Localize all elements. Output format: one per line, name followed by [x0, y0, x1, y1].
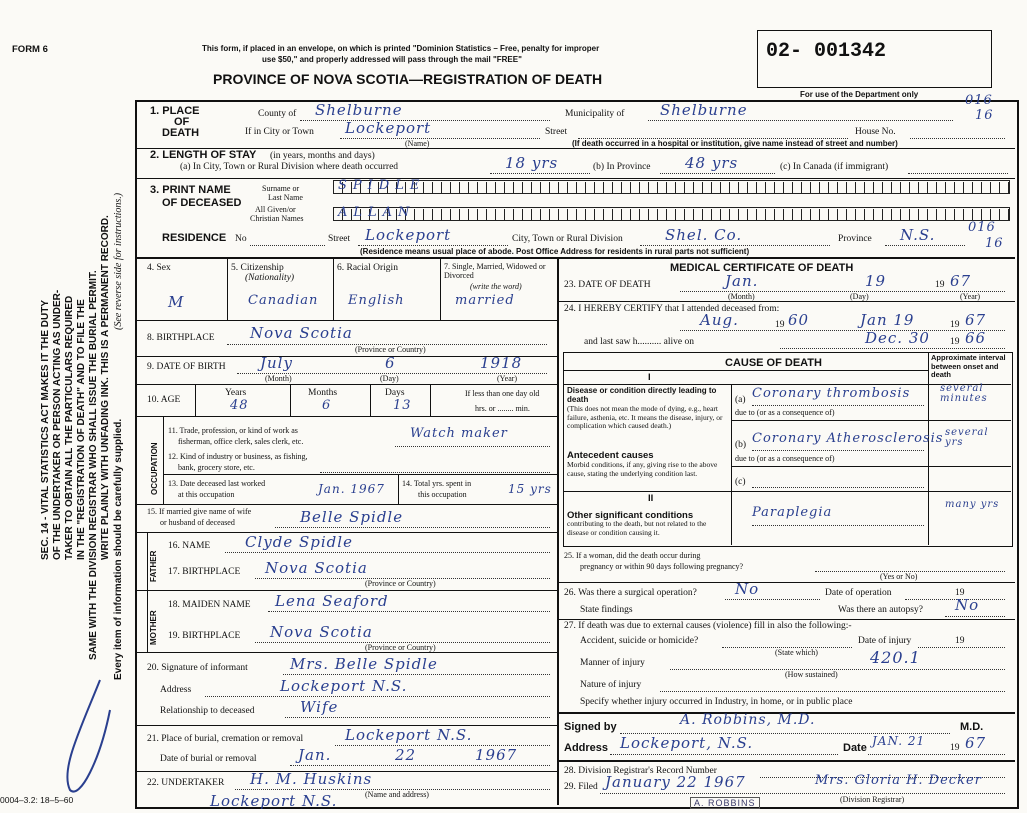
age-label: 10. AGE — [147, 395, 181, 405]
place-of-death-label-2: OF — [174, 116, 190, 128]
informant-address-value: Lockeport N.S. — [280, 677, 408, 695]
death-month-hint: (Month) — [728, 292, 755, 301]
cause-c-letter: (c) — [735, 477, 746, 487]
residence-label: RESIDENCE — [162, 232, 227, 244]
cause-a-letter: (a) — [735, 395, 746, 405]
citizenship-hint: (Nationality) — [245, 273, 295, 283]
footer-code: 0004–3.2: 18–5–60 — [0, 795, 74, 805]
death-day-value: 19 — [865, 272, 887, 290]
cause-b-value: Coronary Atherosclerosis — [752, 431, 944, 446]
res-street-label: Street — [328, 234, 351, 244]
municipality-code: 16 — [975, 108, 994, 123]
dob-day-value: 6 — [385, 354, 396, 372]
autopsy-value: No — [955, 596, 980, 614]
burial-place-value: Lockeport N.S. — [345, 726, 473, 744]
age-months-label: Months — [308, 388, 338, 398]
res-city-value: Shel. Co. — [665, 226, 743, 244]
surgical-label: 26. Was there a surgical operation? — [564, 588, 697, 598]
death-day-hint: (Day) — [850, 292, 869, 301]
medical-certificate-title: MEDICAL CERTIFICATE OF DEATH — [670, 262, 854, 274]
state-findings-label: State findings — [580, 605, 633, 615]
interval-a-value: several minutes — [940, 383, 988, 404]
death-year-prefix: 19 — [935, 280, 945, 290]
house-no-label: House No. — [855, 127, 896, 137]
last-worked-label-2: at this occupation — [178, 490, 235, 499]
other-conditions-note: contributing to the death, but not related to the disease or condition causing it. — [567, 519, 707, 537]
side-instruction-2: OF THE UNDERTAKER OR PERSON ACTING AS UNDER- — [52, 289, 63, 560]
md-label: M.D. — [960, 721, 984, 733]
spouse-value: Belle Spidle — [300, 508, 404, 526]
rubber-stamp: A. ROBBINS — [690, 797, 760, 809]
date-injury-label: Date of injury — [858, 636, 912, 646]
total-yrs-label: 14. Total yrs. spent in — [402, 479, 472, 488]
signer-address-label: Address — [564, 742, 609, 754]
surname-cells — [333, 180, 1010, 194]
last-seen-value: Dec. 30 — [865, 329, 930, 347]
stay-city-value: 18 yrs — [505, 154, 559, 172]
hospital-note: (If death occurred in a hospital or institution, give name instead of street and number) — [572, 139, 898, 148]
dob-month-value: July — [260, 354, 293, 372]
date-operation-label: Date of operation — [825, 588, 892, 598]
marital-value: married — [455, 293, 515, 308]
last-seen-label: and last saw h.......... alive on — [584, 337, 695, 347]
marital-hint: (write the word) — [470, 282, 522, 291]
side-instruction-1: SEC. 14 - VITAL STATISTICS ACT MAKES IT THE DUTY — [40, 299, 51, 560]
side-instruction-4: IN THE "REGISTRATION OF DEATH" AND TO FILE THE — [76, 299, 87, 560]
county-code: 016 — [965, 93, 993, 108]
surname-label-2: Last Name — [268, 193, 303, 202]
place-of-death-label-3: DEATH — [162, 127, 200, 139]
death-year-value: 67 — [950, 272, 972, 290]
death-year-hint: (Year) — [960, 292, 981, 301]
residence-note: (Residence means usual place of abode. Post Office Address for residents in rural parts not sufficient) — [360, 247, 750, 256]
marital-label: 7. Single, Married, Widowed or Divorced — [444, 262, 546, 280]
attend-to-value: Jan 19 — [860, 311, 915, 329]
undertaker-label: 22. UNDERTAKER — [147, 778, 225, 788]
margin-pen-mark — [40, 670, 120, 800]
undertaker-value: H. M. Huskins — [250, 770, 373, 788]
signer-address-value: Lockeport, N.S. — [620, 734, 754, 752]
mother-side-label: MOTHER — [149, 610, 158, 645]
occupation-side-label: OCCUPATION — [150, 442, 159, 495]
attend-to-year-prefix: 19 — [950, 320, 960, 330]
birthplace-value: Nova Scotia — [250, 324, 353, 342]
burial-place-label: 21. Place of burial, cremation or removal — [147, 734, 304, 744]
certify-label: 24. I HEREBY CERTIFY that I attended deceased from: — [564, 304, 780, 314]
cause-a-value: Coronary thrombosis — [752, 386, 911, 401]
attend-from-year-value: 60 — [788, 311, 810, 329]
disease-note: (This does not mean the mode of dying, e.g., heart failure, asthenia, etc. It means the disease, injury, or complication which caused death.) — [567, 404, 723, 430]
relationship-label: Relationship to deceased — [160, 706, 255, 716]
res-province-label: Province — [838, 234, 872, 244]
informant-address-label: Address — [160, 685, 192, 695]
mother-maiden-label: 18. MAIDEN NAME — [168, 600, 251, 610]
header-note-2: use $50," and properly addressed will pass through the mail "FREE" — [262, 55, 522, 64]
attend-to-year-value: 67 — [965, 311, 987, 329]
print-name-label: 3. PRINT NAME — [150, 184, 231, 196]
mother-birthplace-hint: (Province or Country) — [365, 643, 436, 652]
age-years-label: Years — [225, 388, 247, 398]
father-name-label: 16. NAME — [168, 541, 211, 551]
antecedent-label: Antecedent causes — [567, 450, 654, 461]
surgical-value: No — [735, 580, 760, 598]
city-name-hint: (Name) — [405, 139, 430, 148]
nature-label: Nature of injury — [580, 680, 642, 690]
total-yrs-value: 15 yrs — [508, 482, 552, 496]
dob-year-hint: (Year) — [497, 374, 518, 383]
stay-province-label: (b) In Province — [593, 162, 651, 172]
pregnancy-label-2: pregnancy or within 90 days following pregnancy? — [580, 562, 744, 571]
attend-from-year-prefix: 19 — [775, 320, 785, 330]
res-county-code: 016 — [968, 220, 996, 235]
specify-label: Specify whether injury occurred in Industry, in home, or in public place — [580, 697, 853, 707]
form-number: FORM 6 — [12, 44, 48, 55]
state-which-hint: (State which) — [775, 648, 818, 657]
filed-value: January 22 1967 — [605, 773, 746, 791]
last-worked-value: Jan. 1967 — [318, 482, 385, 496]
accident-label: Accident, suicide or homicide? — [580, 636, 699, 646]
dob-label: 9. DATE OF BIRTH — [147, 362, 226, 372]
spouse-label-2: or husband of deceased — [160, 518, 235, 527]
length-of-stay-label: 2. LENGTH OF STAY — [150, 149, 257, 161]
dob-month-hint: (Month) — [265, 374, 292, 383]
given-cells — [333, 207, 1010, 221]
county-value: Shelburne — [315, 101, 403, 119]
antecedent-note: Morbid conditions, if any, giving rise to the above cause, stating the underlying condition last. — [567, 460, 718, 478]
mother-birthplace-value: Nova Scotia — [270, 623, 373, 641]
res-province-value: N.S. — [900, 226, 936, 244]
registrar-hint: (Division Registrar) — [840, 795, 905, 804]
city-town-label: If in City or Town — [245, 127, 314, 137]
given-label-2: Christian Names — [250, 214, 304, 223]
relationship-value: Wife — [300, 698, 339, 716]
burial-year-value: 1967 — [475, 746, 518, 764]
last-seen-year-value: 66 — [965, 329, 987, 347]
sign-date-year-prefix: 19 — [950, 743, 960, 753]
date-operation-year-prefix: 19 — [955, 588, 965, 598]
cause-title: CAUSE OF DEATH — [725, 357, 822, 369]
place-of-death-label: 1. PLACE — [150, 105, 200, 117]
length-of-stay-hint: (in years, months and days) — [270, 151, 375, 161]
res-street-value: Lockeport — [365, 226, 452, 244]
death-month-value: Jan. — [725, 272, 759, 290]
father-name-value: Clyde Spidle — [245, 533, 353, 551]
part-one-label: I — [648, 372, 651, 383]
total-yrs-label-2: this occupation — [418, 490, 467, 499]
header-note-1: This form, if placed in an envelope, on which is printed "Dominion Statistics – Free, penalty for improper — [202, 44, 600, 53]
surname-value: SPIDLE — [338, 178, 426, 193]
father-birthplace-label: 17. BIRTHPLACE — [168, 567, 241, 577]
stay-province-value: 48 yrs — [685, 154, 739, 172]
age-months-value: 6 — [322, 398, 332, 413]
side-instruction-5: SAME WITH THE DIVISION REGISTRAR WHO SHALL ISSUE THE BURIAL PERMIT. — [88, 270, 99, 660]
side-instruction-3: TAKER TO OBTAIN ALL THE PARTICULARS REQUIRED — [64, 295, 75, 560]
date-injury-year-prefix: 19 — [955, 636, 965, 646]
father-birthplace-hint: (Province or Country) — [365, 579, 436, 588]
given-value: ALLAN — [338, 205, 416, 220]
of-deceased-label: OF DECEASED — [162, 197, 242, 209]
res-city-label: City, Town or Rural Division — [512, 234, 623, 244]
age-less-day-label: If less than one day old — [465, 389, 540, 398]
due-to-a-label: due to (or as a consequence of) — [735, 408, 835, 417]
city-town-value: Lockeport — [345, 119, 432, 137]
cause-ii-value: Paraplegia — [752, 505, 833, 520]
due-to-b-label: due to (or as a consequence of) — [735, 454, 835, 463]
other-conditions-label: Other significant conditions — [567, 510, 694, 521]
side-instruction-8: Every item of information should be carefully supplied. — [113, 418, 124, 680]
external-causes-label: 27. If death was due to external causes (violence) fill in also the following:- — [564, 621, 852, 631]
surname-label: Surname or — [262, 184, 300, 193]
racial-label: 6. Racial Origin — [337, 263, 398, 273]
dob-year-value: 1918 — [480, 354, 523, 372]
burial-date-label: Date of burial or removal — [160, 754, 257, 764]
manner-label: Manner of injury — [580, 658, 645, 668]
sex-value: M — [168, 293, 185, 311]
dob-day-hint: (Day) — [380, 374, 399, 383]
dept-use-label: For use of the Department only — [800, 90, 919, 99]
trade-label-2: fisherman, office clerk, sales clerk, etc. — [178, 437, 304, 446]
death-date-label: 23. DATE OF DEATH — [564, 280, 651, 290]
municipality-value: Shelburne — [660, 101, 748, 119]
autopsy-label: Was there an autopsy? — [838, 605, 923, 615]
given-label: All Given/or — [255, 205, 296, 214]
citizenship-value: Canadian — [248, 293, 319, 308]
mother-birthplace-label: 19. BIRTHPLACE — [168, 631, 241, 641]
father-side-label: FATHER — [149, 550, 158, 582]
last-worked-label: 13. Date deceased last worked — [168, 479, 266, 488]
res-muni-code: 16 — [985, 236, 1004, 251]
sign-date-year-value: 67 — [965, 734, 987, 752]
birthplace-hint: (Province or Country) — [355, 345, 426, 354]
interval-b-value: several yrs — [945, 427, 989, 448]
trade-value: Watch maker — [410, 426, 508, 441]
municipality-label: Municipality of — [565, 109, 625, 119]
interval-label: Approximate interval between onset and death — [931, 353, 1006, 379]
registrar-value: Mrs. Gloria H. Decker — [815, 773, 982, 788]
industry-label-2: bank, grocery store, etc. — [178, 463, 255, 472]
undertaker-address-value: Lockeport N.S. — [210, 792, 338, 810]
part-two-label: II — [648, 493, 654, 504]
signed-by-label: Signed by — [564, 721, 617, 733]
undertaker-hint: (Name and address) — [365, 790, 429, 799]
filed-label: 29. Filed — [564, 782, 598, 792]
form-title: PROVINCE OF NOVA SCOTIA—REGISTRATION OF DEATH — [213, 71, 603, 87]
pregnancy-hint: (Yes or No) — [880, 572, 918, 581]
age-years-value: 48 — [230, 398, 249, 413]
sex-label: 4. Sex — [147, 263, 171, 273]
burial-day-value: 22 — [395, 746, 417, 764]
informant-label: 20. Signature of informant — [147, 663, 248, 673]
birthplace-label: 8. BIRTHPLACE — [147, 333, 215, 343]
interval-ii-value: many yrs — [945, 499, 1000, 510]
disease-label: Disease or condition directly leading to death — [567, 386, 717, 404]
stay-canada-label: (c) In Canada (if immigrant) — [780, 162, 889, 172]
spouse-label: 15. If married give name of wife — [147, 507, 252, 516]
how-sustained-hint: (How sustained) — [785, 670, 838, 679]
trade-label: 11. Trade, profession, or kind of work as — [168, 426, 298, 435]
pregnancy-label: 25. If a woman, did the death occur during — [564, 551, 701, 560]
age-days-value: 13 — [393, 398, 412, 413]
attend-from-value: Aug. — [700, 311, 739, 329]
record-number-label: 28. Division Registrar's Record Number — [564, 766, 717, 776]
father-birthplace-value: Nova Scotia — [265, 559, 368, 577]
res-no-label: No — [235, 234, 247, 244]
stay-city-label: (a) In City, Town or Rural Division where death occurred — [180, 162, 399, 172]
last-seen-year-prefix: 19 — [950, 337, 960, 347]
county-label: County of — [258, 109, 297, 119]
age-days-label: Days — [385, 388, 405, 398]
side-instruction-6: WRITE PLAINLY WITH UNFADING INK. THIS IS A PERMANENT RECORD. — [100, 215, 111, 560]
citizenship-label: 5. Citizenship — [231, 263, 284, 273]
sign-date-value: JAN. 21 — [872, 734, 926, 748]
side-instruction-7: (See reverse side for instructions.) — [113, 192, 124, 330]
signed-by-value: A. Robbins, M.D. — [680, 712, 816, 728]
burial-month-value: Jan. — [298, 746, 332, 764]
industry-label: 12. Kind of industry or business, as fishing, — [168, 452, 308, 461]
sign-date-label: Date — [843, 742, 867, 754]
age-hrs-min-label: hrs. or ........ min. — [475, 404, 530, 413]
street-label: Street — [545, 127, 568, 137]
manner-code-value: 420.1 — [870, 648, 921, 667]
racial-value: English — [348, 293, 405, 308]
registration-number: 02- 001342 — [766, 40, 887, 63]
mother-maiden-value: Lena Seaford — [275, 592, 389, 610]
cause-b-letter: (b) — [735, 440, 747, 450]
informant-value: Mrs. Belle Spidle — [290, 655, 438, 673]
